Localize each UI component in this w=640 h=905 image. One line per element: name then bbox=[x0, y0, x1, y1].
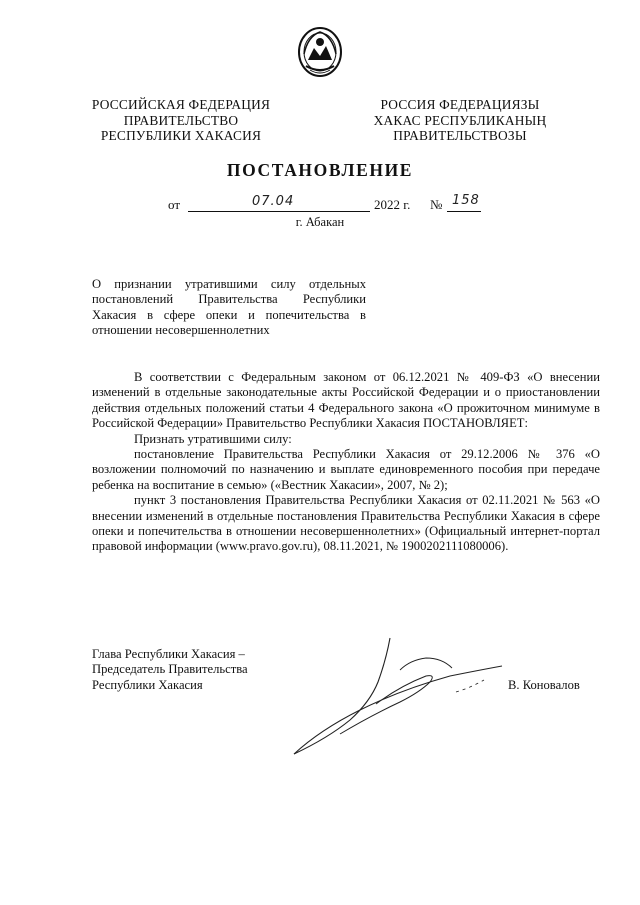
header-right-line: РОССИЯ ФЕДЕРАЦИЯЗЫ bbox=[380, 97, 540, 112]
signatory-position-line: Республики Хакасия bbox=[92, 677, 203, 692]
header-left-line: ПРАВИТЕЛЬСТВО bbox=[123, 112, 239, 128]
header-right-line: ХАКАС РЕСПУБЛИКАНЫҢ bbox=[373, 112, 547, 128]
header-right-khakas bbox=[360, 97, 560, 144]
year-label: 2022 г. bbox=[374, 197, 411, 212]
signatory-name: В. Коновалов bbox=[508, 678, 580, 692]
date-from-label: от bbox=[168, 197, 181, 212]
header-left-line: РОССИЙСКАЯ ФЕДЕРАЦИЯ bbox=[91, 97, 271, 112]
body-paragraph: В соответствии с Федеральным законом от 06.12.2021 № 409-ФЗ «О внесении изменений в отдельные законодательные акты Российской Федерации и о приостановлении действия отдельных положений статьи 4 Федерального закона «О прожиточном минимуме в Российской Федерации» Правительство Республики Хакасия ПОСТАНОВЛЯЕТ: bbox=[92, 370, 600, 431]
date-underline bbox=[188, 211, 370, 212]
city-label: г. Абакан bbox=[295, 215, 345, 229]
number-handwritten: 158 bbox=[452, 193, 480, 208]
document-body bbox=[92, 370, 600, 555]
handwritten-signature bbox=[280, 630, 510, 760]
document-title: ПОСТАНОВЛЕНИЕ bbox=[226, 160, 414, 180]
number-label: № bbox=[430, 197, 443, 212]
header-right-line: ПРАВИТЕЛЬСТВОЗЫ bbox=[393, 128, 527, 143]
signatory-position bbox=[92, 647, 248, 693]
number-underline bbox=[447, 211, 481, 212]
signatory-position-line: Председатель Правительства bbox=[92, 662, 248, 677]
document-subject: О признании утратившими силу отдельных постановлений Правительства Республики Хакасия в сфере опеки и попечительства в отношении несовершеннолетних bbox=[92, 277, 366, 337]
signatory-position-line: Глава Республики Хакасия – bbox=[92, 647, 245, 661]
body-paragraph: пункт 3 постановления Правительства Республики Хакасия от 02.11.2021 № 563 «О внесении изменений в отдельные постановления Правительства Республики Хакасия в сфере опеки и попечительства в отношении несовершеннолетних» (Официальный интернет-портал правовой информации (www.pravo.gov.ru), 08.11.2021, № 1900202111080006). bbox=[92, 493, 600, 554]
header-left-russian bbox=[78, 97, 284, 144]
date-handwritten: 07.04 bbox=[252, 194, 295, 209]
body-paragraph: постановление Правительства Республики Хакасия от 29.12.2006 № 376 «О возложении полномочий по назначению и выплате единовременного пособия при передаче ребенка на воспитание в семью» («Вестник Хакасии», 2007, № 2); bbox=[92, 447, 600, 492]
header-left-line: РЕСПУБЛИКИ ХАКАСИЯ bbox=[100, 128, 262, 143]
body-paragraph: Признать утратившими силу: bbox=[134, 431, 292, 446]
date-number-line bbox=[160, 193, 500, 217]
coat-of-arms-emblem bbox=[296, 24, 344, 78]
